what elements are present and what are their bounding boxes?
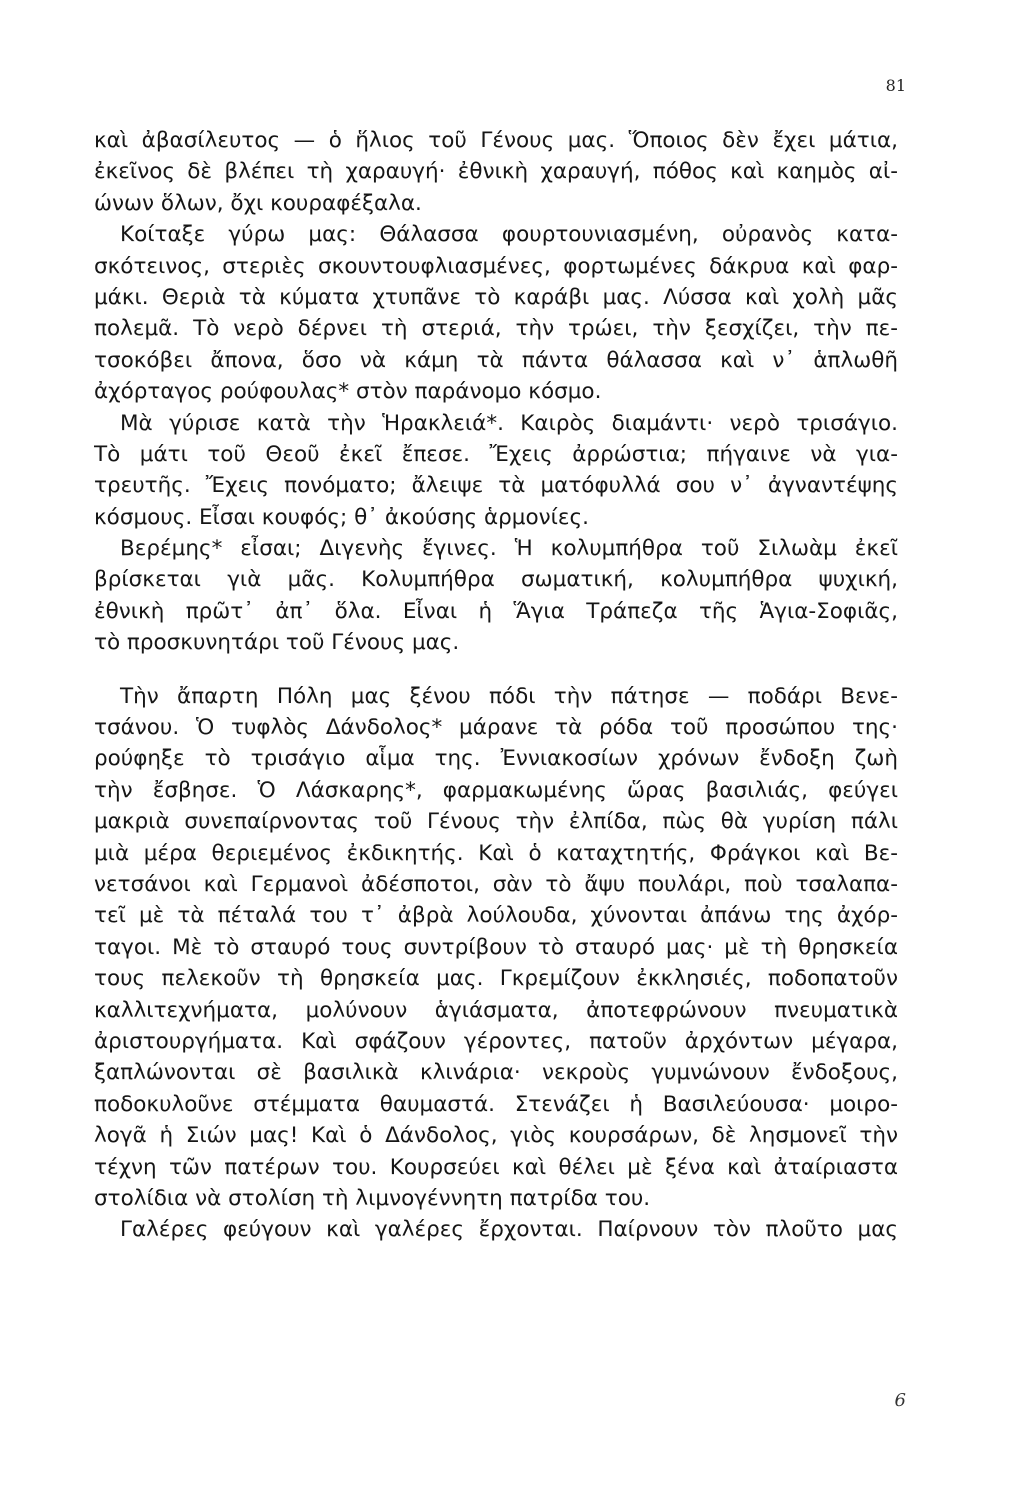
text-line: μάκι. Θεριὰ τὰ κύματα χτυπᾶνε τὸ καράβι μας. Λύσσα καὶ χολὴ μᾶς — [94, 284, 898, 310]
text-line: τέχνη τῶν πατέρων του. Κουρσεύει καὶ θέλει μὲ ξένα καὶ ἀταίριαστα — [94, 1154, 898, 1180]
text-line: τὸ προσκυνητάρι τοῦ Γένους μας. — [94, 630, 460, 656]
text-line: κόσμους. Εἶσαι κουφός; θ᾽ ἀκούσης ἁρμονίες. — [94, 504, 589, 530]
text-line: πολεμᾶ. Τὸ νερὸ δέρνει τὴ στεριά, τὴν τρώει, τὴν ξεσχίζει, τὴν πε- — [94, 316, 898, 342]
text-line: καλλιτεχνήματα, μολύνουν ἁγιάσματα, ἀποτεφρώνουν πνευματικὰ — [94, 997, 898, 1023]
text-line: σκότεινος, στεριὲς σκουντουφλιασμένες, φορτωμένες δάκρυα καὶ φαρ- — [94, 253, 898, 279]
text-line: τὴν ἔσβησε. Ὁ Λάσκαρης*, φαρμακωμένης ὥρας βασιλιάς, φεύγει — [94, 777, 898, 803]
text-line: τους πελεκοῦν τὴ θρησκεία μας. Γκρεμίζουν ἐκκλησιές, ποδοπατοῦν — [94, 966, 898, 992]
text-line: ποδοκυλοῦνε στέμματα θαυμαστά. Στενάζει ἡ Βασιλεύουσα· μοιρο- — [94, 1091, 898, 1117]
text-line: μιὰ μέρα θεριεμένος ἐκδικητής. Καὶ ὁ καταχτητής, Φράγκοι καὶ Βε- — [94, 840, 898, 866]
text-line: λογᾶ ἡ Σιών μας! Καὶ ὁ Δάνδολος, γιὸς κουρσάρων, δὲ λησμονεῖ τὴν — [94, 1123, 898, 1149]
text-line: τρευτῆς. Ἔχεις πονόματο; ἄλειψε τὰ ματόφυλλά σου ν᾽ ἀγναντέψης — [94, 473, 898, 499]
text-line: ἐκεῖνος δὲ βλέπει τὴ χαραυγή· ἐθνικὴ χαραυγή, πόθος καὶ καημὸς αἰ- — [94, 159, 898, 185]
text-line: μακριὰ συνεπαίρνοντας τοῦ Γένους τὴν ἐλπίδα, πὼς θὰ γυρίση πάλι — [94, 809, 898, 835]
text-line: τσοκόβει ἄπονα, ὅσο νὰ κάμη τὰ πάντα θάλασσα καὶ ν᾽ ἁπλωθῆ — [94, 347, 898, 373]
text-line: ἐθνικὴ πρῶτ᾽ ἀπ᾽ ὅλα. Εἶναι ἡ Ἅγια Τράπεζα τῆς Ἁγια-Σοφιᾶς, — [94, 598, 898, 624]
text-line: ἀριστουργήματα. Καὶ σφάζουν γέροντες, πατοῦν ἀρχόντων μέγαρα, — [94, 1028, 898, 1054]
page-number: 81 — [885, 76, 906, 95]
body-text — [94, 125, 898, 1246]
text-line: νετσάνοι καὶ Γερμανοὶ ἀδέσποτοι, σὰν τὸ ἄψυ πουλάρι, ποὺ τσαλαπα- — [94, 871, 898, 897]
text-line: Τὸ μάτι τοῦ Θεοῦ ἐκεῖ ἔπεσε. Ἔχεις ἀρρώστια; πήγαινε νὰ για- — [94, 441, 898, 467]
text-line: βρίσκεται γιὰ μᾶς. Κολυμπήθρα σωματική, κολυμπήθρα ψυχική, — [94, 567, 898, 593]
text-line: τεῖ μὲ τὰ πέταλά του τ᾽ ἀβρὰ λούλουδα, χύνονται ἀπάνω της ἀχόρ- — [94, 903, 898, 929]
text-line: ρούφηξε τὸ τρισάγιο αἷμα της. Ἐννιακοσίων χρόνων ἔνδοξη ζωὴ — [94, 746, 898, 772]
text-line: Βερέμης* εἶσαι; Διγενὴς ἔγινες. Ἡ κολυμπήθρα τοῦ Σιλωὰμ ἐκεῖ — [120, 536, 898, 562]
text-line: Μὰ γύρισε κατὰ τὴν Ἡρακλειά*. Καιρὸς διαμάντι· νερὸ τρισάγιο. — [120, 410, 898, 436]
text-line: Γαλέρες φεύγουν καὶ γαλέρες ἔρχονται. Παίρνουν τὸν πλοῦτο μας — [120, 1217, 898, 1243]
text-line: ἀχόρταγος ρούφουλας* στὸν παράνομο κόσμο. — [94, 379, 602, 405]
text-line: Κοίταξε γύρω μας: Θάλασσα φουρτουνιασμένη, οὐρανὸς κατα- — [120, 222, 898, 248]
text-line: στολίδια νὰ στολίση τὴ λιμνογέννητη πατρίδα του. — [94, 1185, 651, 1211]
signature-mark: 6 — [894, 1390, 906, 1411]
text-line: τσάνου. Ὁ τυφλὸς Δάνδολος* μάρανε τὰ ρόδα τοῦ προσώπου της· — [94, 715, 898, 741]
text-line: ξαπλώνονται σὲ βασιλικὰ κλινάρια· νεκροὺς γυμνώνουν ἔνδοξους, — [94, 1060, 898, 1086]
text-line: ταγοι. Μὲ τὸ σταυρό τους συντρίβουν τὸ σταυρό μας· μὲ τὴ θρησκεία — [94, 934, 898, 960]
paragraph-gap — [94, 659, 898, 681]
text-line: ώνων ὅλων, ὄχι κουραφέξαλα. — [94, 190, 422, 216]
text-line: Τὴν ἄπαρτη Πόλη μας ξένου πόδι τὴν πάτησε — ποδάρι Βενε- — [120, 683, 898, 709]
text-line: καὶ ἀβασίλευτος — ὁ ἥλιος τοῦ Γένους μας. Ὅποιος δὲν ἔχει μάτια, — [94, 128, 898, 153]
